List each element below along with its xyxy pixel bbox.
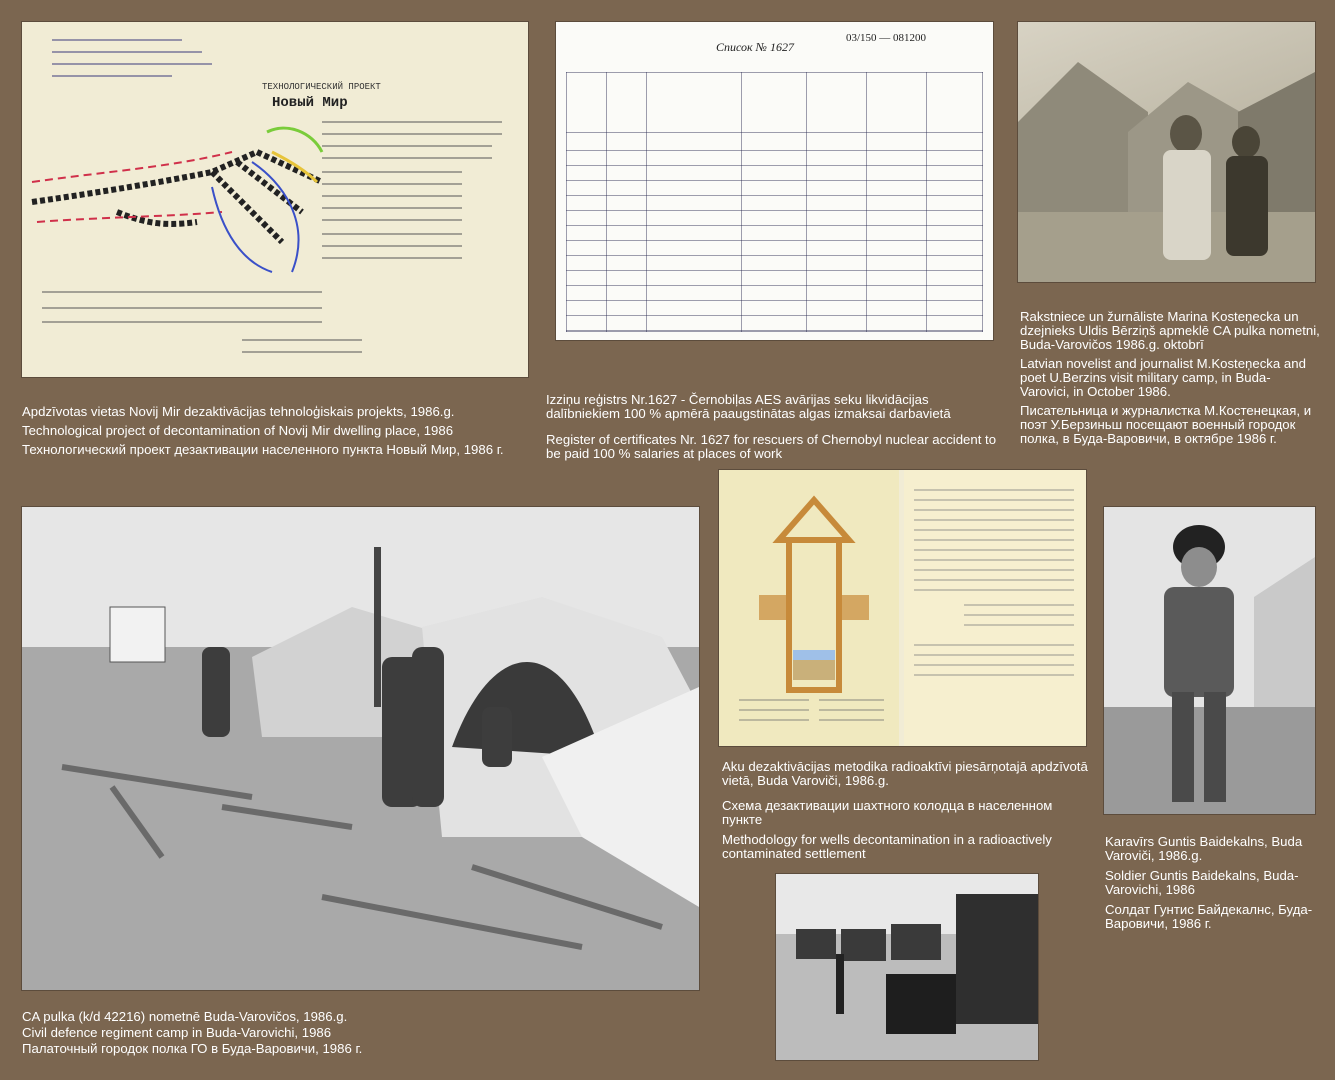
map-drawing: [22, 22, 528, 377]
caption-visit: [1020, 310, 1320, 446]
map-project-document: [22, 22, 528, 377]
visit-photo: [1018, 22, 1315, 282]
wells-text-page: [904, 470, 1086, 746]
caption-wells: [722, 760, 1092, 861]
caption-register-en: Register of certificates Nr. 1627 for rescuers of Chernobyl nuclear accident to be paid 100 % salaries at places of work: [546, 432, 997, 461]
register-table: [566, 72, 983, 332]
caption-soldier-lv: Karavīrs Guntis Baidekalns, Buda Varoviči, 1986.g.: [1105, 834, 1303, 863]
caption-soldier-en: Soldier Guntis Baidekalns, Buda-Varovichi, 1986: [1105, 868, 1299, 897]
visit-photo-scene: [1018, 22, 1315, 282]
caption-camp-ru: Палаточный городок полка ГО в Буда-Варовичи, 1986 г.: [22, 1041, 363, 1056]
caption-map-project-lv: Apdzīvotas vietas Novij Mir dezaktivācijas tehnoloģiskais projekts, 1986.g.: [22, 404, 455, 419]
caption-camp: [22, 1010, 522, 1056]
trucks-photo-scene: [776, 874, 1038, 1060]
camp-photo-scene: [22, 507, 699, 990]
caption-wells-lv: Aku dezaktivācijas metodika radioaktīvi piesārņotajā apdzīvotā vietā, Buda Varoviči, 1986.g.: [722, 759, 1088, 788]
caption-camp-en: Civil defence regiment camp in Buda-Varovichi, 1986: [22, 1025, 332, 1040]
caption-visit-lv: Rakstniece un žurnāliste Marina Kosteņecka un dzejnieks Uldis Bērziņš apmeklē CA pulka nometni, Buda-Varovičos 1986.g. oktobrī: [1020, 309, 1320, 352]
caption-visit-ru: Писательница и журналистка М.Костенецкая, и поэт У.Берзиньш посещают военный городок полка, в Буда-Варовичи, в октябре 1986 г.: [1020, 403, 1312, 446]
caption-register: [546, 393, 1006, 461]
soldier-photo: [1104, 507, 1315, 814]
wells-diagram-page: [719, 470, 899, 746]
wells-diagram: [719, 470, 899, 746]
map-heading: ТЕХНОЛОГИЧЕСКИЙ ПРОЕКТ: [262, 82, 381, 92]
soldier-photo-scene: [1104, 507, 1315, 814]
register-document: [556, 22, 993, 340]
wells-text-lines: [904, 470, 1086, 746]
caption-visit-en: Latvian novelist and journalist M.Kosteņecka and poet U.Berzins visit military camp, in Buda-Varovici, in October 1986.: [1020, 356, 1306, 399]
caption-map-project-ru: Технологический проект дезактивации населенного пункта Новый Мир, 1986 г.: [22, 442, 504, 457]
caption-register-lv: Izziņu reģistrs Nr.1627 - Černobiļas AES avārijas seku likvidācijas dalībniekiem 100 % apmērā paaugstinātas algas izmaksai darbavietā: [546, 392, 951, 421]
map-title: Новый Мир: [272, 95, 348, 111]
caption-wells-ru: Схема дезактивации шахтного колодца в населенном пункте: [722, 798, 1053, 827]
wells-document: [719, 470, 1086, 746]
caption-wells-en: Methodology for wells decontamination in a radioactively contaminated settlement: [722, 832, 1052, 861]
caption-soldier-ru: Солдат Гунтис Байдекалнс, Буда-Варовичи, 1986 г.: [1105, 902, 1313, 931]
caption-map-project-en: Technological project of decontamination of Novij Mir dwelling place, 1986: [22, 423, 454, 438]
caption-soldier: [1105, 835, 1315, 931]
camp-photo: [22, 507, 699, 990]
register-number: 03/150 — 081200: [846, 32, 927, 44]
caption-map-project: [22, 405, 522, 457]
trucks-photo: [776, 874, 1038, 1060]
register-title: Список № 1627: [716, 40, 794, 54]
caption-camp-lv: CA pulka (k/d 42216) nometnē Buda-Varovičos, 1986.g.: [22, 1009, 348, 1024]
